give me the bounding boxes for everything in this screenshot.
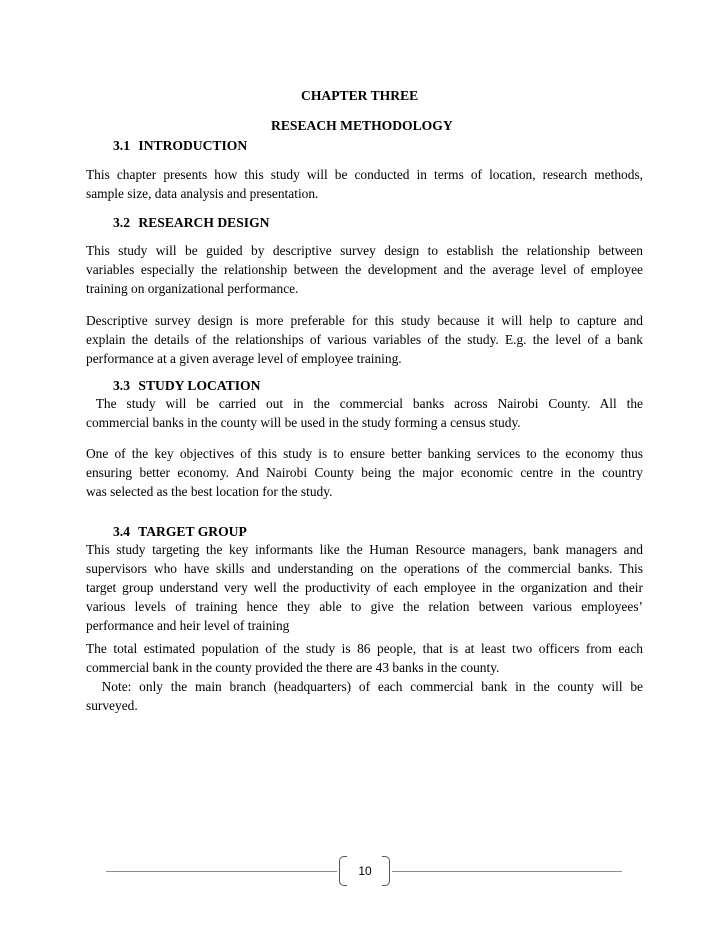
text-line: The study will be carried out in the commercial banks across Nairobi County. All the: [86, 396, 643, 411]
text-line: sample size, data analysis and presentation.: [86, 186, 319, 201]
section-number: 3.2: [113, 215, 130, 230]
text-line: Note: only the main branch (headquarters) of each commercial bank in the county will be: [86, 679, 643, 694]
text-line: explain the details of the relationships of various variables of the study. E.g. the level of a bank: [86, 332, 643, 347]
section-number: 3.4: [113, 524, 130, 539]
page-number: 10: [358, 864, 372, 878]
text-line: commercial bank in the county provided the there are 43 banks in the county.: [86, 660, 500, 675]
text-line: One of the key objectives of this study is to ensure better banking services to the economy thus: [86, 446, 643, 461]
section-title: RESEARCH DESIGN: [138, 215, 270, 230]
text-line: training on organizational performance.: [86, 281, 299, 296]
text-line: This chapter presents how this study will be conducted in terms of location, research methods,: [86, 167, 643, 182]
paragraph-design-1: [86, 241, 643, 298]
text-line: various levels of training hence they able to give the relation between various employees’: [86, 599, 643, 614]
text-line: variables especially the relationship between the development and the average level of employee: [86, 262, 643, 277]
paragraph-target-1: [86, 540, 643, 635]
text-line: This study will be guided by descriptive survey design to establish the relationship between: [86, 243, 643, 258]
chapter-title: CHAPTER THREE: [301, 88, 419, 103]
chapter-subtitle: RESEACH METHODOLOGY: [271, 118, 453, 133]
paragraph-design-2: [86, 311, 643, 368]
text-line: ensuring better economy. And Nairobi County being the major economic centre in the country: [86, 465, 643, 480]
section-title: INTRODUCTION: [138, 138, 248, 153]
text-line: Descriptive survey design is more preferable for this study because it will help to capture and: [86, 313, 643, 328]
section-number: 3.3: [113, 378, 130, 393]
footer-rule-right: [392, 871, 622, 872]
section-title: STUDY LOCATION: [138, 378, 261, 393]
section-heading-study-location: [113, 378, 260, 394]
section-number: 3.1: [113, 138, 130, 153]
paragraph-target-2: [86, 639, 643, 715]
text-line: performance and heir level of training: [86, 618, 290, 633]
text-line: The total estimated population of the study is 86 people, that is at least two officers from each: [86, 641, 643, 656]
section-heading-research-design: [113, 215, 269, 231]
text-line: target group understand very well the productivity of each employee in the organization and their: [86, 580, 643, 595]
section-heading-target-group: [113, 524, 247, 540]
text-line: surveyed.: [86, 698, 138, 713]
footer-rule-left: [106, 871, 337, 872]
page-number-bracket-right: [382, 856, 390, 886]
text-line: This study targeting the key informants like the Human Resource managers, bank managers and: [86, 542, 643, 557]
text-line: commercial banks in the county will be used in the study forming a census study.: [86, 415, 521, 430]
paragraph-intro: [86, 165, 643, 203]
text-line: supervisors who have skills and understanding on the operations of the commercial banks. This: [86, 561, 643, 576]
paragraph-location-1: [86, 394, 643, 432]
paragraph-location-2: [86, 444, 643, 501]
text-line: performance at a given average level of employee training.: [86, 351, 402, 366]
section-title: TARGET GROUP: [138, 524, 247, 539]
text-line: was selected as the best location for the study.: [86, 484, 333, 499]
section-heading-introduction: [113, 138, 247, 154]
